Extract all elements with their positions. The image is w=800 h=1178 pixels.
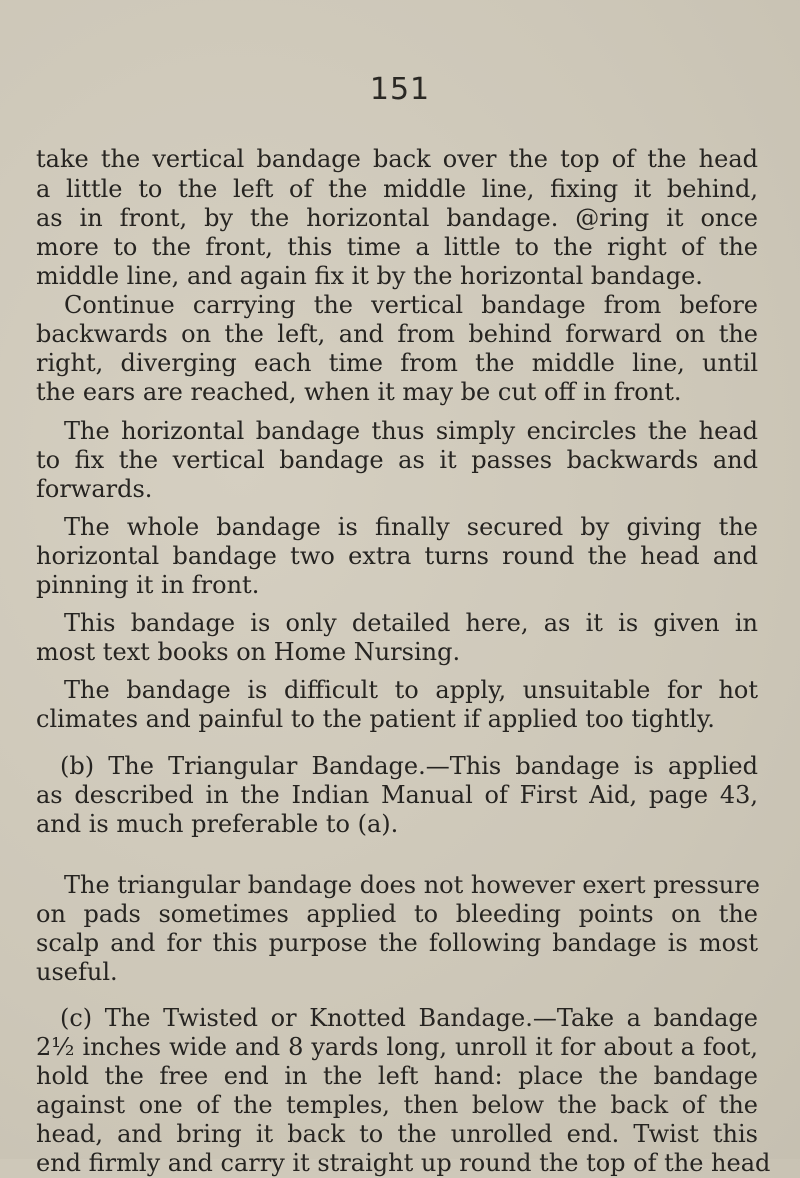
text-line: This bandage is only detailed here, as it is given in [64, 609, 758, 637]
text-line: scalp and for this purpose the following bandage is most [36, 929, 758, 957]
text-line: right, diverging each time from the middle line, until [36, 349, 758, 377]
text-line: more to the front, this time a little to the right of the [36, 233, 758, 261]
text-line: take the vertical bandage back over the top of the head [36, 145, 758, 173]
text-line: horizontal bandage two extra turns round the head and [36, 542, 758, 570]
text-line: The whole bandage is finally secured by giving the [64, 513, 758, 541]
text-line: as described in the Indian Manual of First Aid, page 43, [36, 781, 758, 809]
text-line: Continue carrying the vertical bandage from before [64, 291, 758, 319]
text-line: end firmly and carry it straight up round the top of the head [36, 1149, 771, 1177]
text-line: most text books on Home Nursing. [36, 638, 461, 666]
text-line: (b) The Triangular Bandage.—This bandage is applied [60, 752, 758, 780]
text-line: forwards. [36, 475, 153, 503]
text-line: 2½ inches wide and 8 yards long, unroll it for about a foot, [36, 1033, 758, 1061]
text-line: as in front, by the horizontal bandage. @ring it once [36, 204, 758, 232]
text-line: The bandage is difficult to apply, unsuitable for hot [64, 676, 758, 704]
text-line: hold the free end in the left hand: place the bandage [36, 1062, 758, 1090]
text-line: to fix the vertical bandage as it passes backwards and [36, 446, 758, 474]
text-line: useful. [36, 958, 118, 986]
page-number: 151 [369, 72, 431, 107]
text-line: backwards on the left, and from behind forward on the [36, 320, 758, 348]
text-line: and is much preferable to (a). [36, 810, 399, 838]
text-line: (c) The Twisted or Knotted Bandage.—Take a bandage [60, 1004, 758, 1032]
text-line: The horizontal bandage thus simply encircles the head [64, 417, 758, 445]
text-line: a little to the left of the middle line, fixing it behind, [36, 175, 758, 203]
text-line: climates and painful to the patient if applied too tightly. [36, 705, 715, 733]
text-line: middle line, and again fix it by the horizontal bandage. [36, 262, 703, 290]
text-line: on pads sometimes applied to bleeding points on the [36, 900, 758, 928]
text-line: against one of the temples, then below the back of the [36, 1091, 758, 1119]
text-line: head, and bring it back to the unrolled end. Twist this [36, 1120, 758, 1148]
text-line: the ears are reached, when it may be cut off in front. [36, 378, 682, 406]
text-line: pinning it in front. [36, 571, 260, 599]
text-line: The triangular bandage does not however exert pressure [64, 871, 760, 899]
